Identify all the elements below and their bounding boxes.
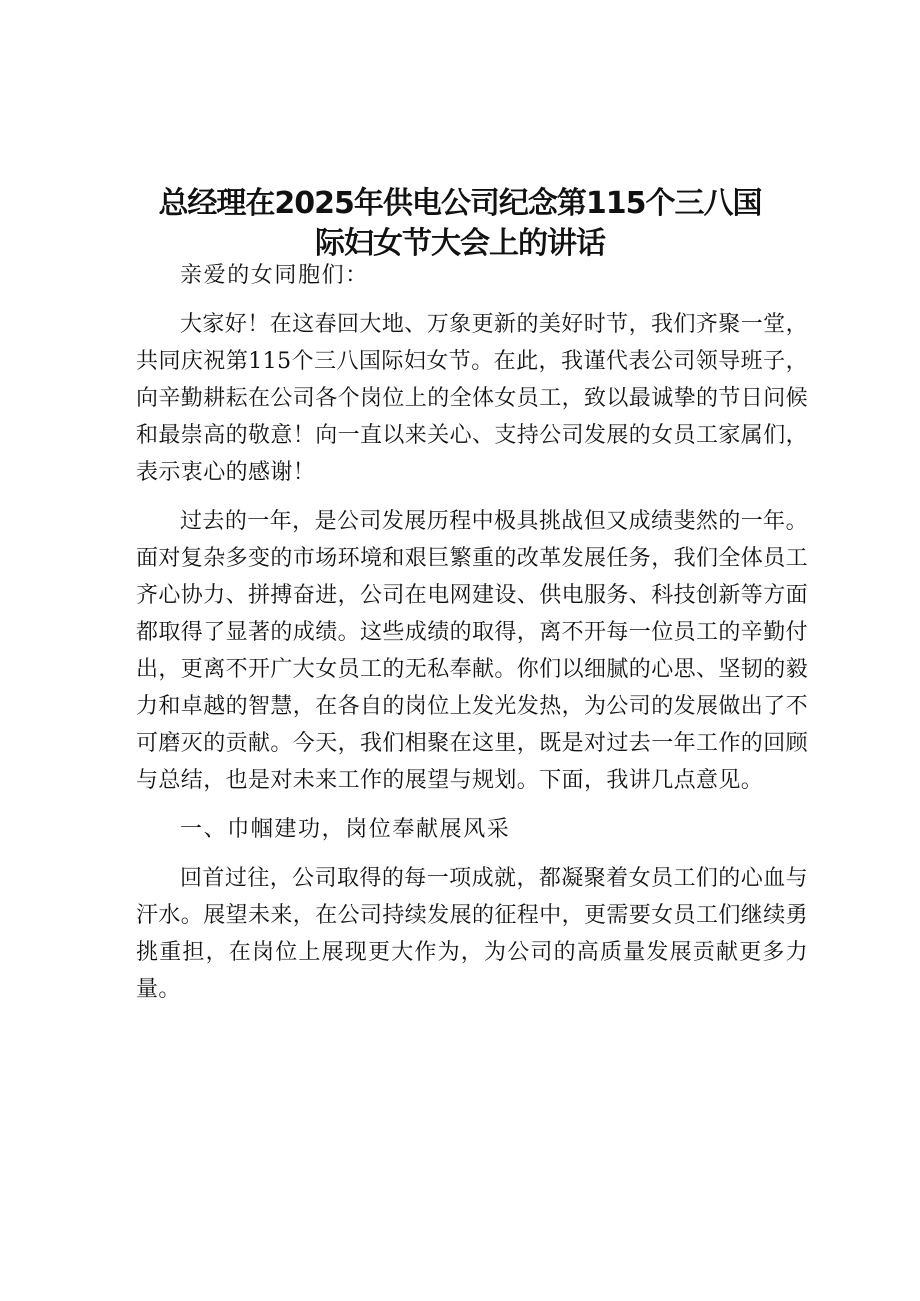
section-heading-1: 一、巾帼建功，岗位奉献展风采 [180,817,511,842]
salutation: 亲爱的女同胞们： [180,263,369,288]
title-line-2: 际妇女节大会上的讲话 [315,226,605,262]
speech-body [136,257,808,1020]
review-paragraph: 过去的一年，是公司发展历程中极具挑战但又成绩斐然的一年。面对复杂多变的市场环境和艰巨繁重的改革发展任务，我们全体员工齐心协力、拼搏奋进，公司在电网建设、供电服务、科技创新等方面都取得了显著的成绩。这些成绩的取得，离不开每一位员工的辛勤付出，更离不开广大女员工的无私奉献。你们以细腻的心思、坚韧的毅力和卓越的智慧，在各自的岗位上发光发热，为公司的发展做出了不可磨灭的贡献。今天，我们相聚在这里，既是对过去一年工作的回顾与总结，也是对未来工作的展望与规划。下面，我讲几点意见。 [136,509,809,793]
speech-title [0,184,920,264]
title-line-1: 总经理在2025年供电公司纪念第115个三八国 [158,186,762,222]
section-1-paragraph: 回首过往，公司取得的每一项成就，都凝聚着女员工们的心血与汗水。展望未来，在公司持续发展的征程中，更需要女员工们继续勇挑重担，在岗位上展现更大作为，为公司的高质量发展贡献更多力量。 [136,866,809,1002]
greeting-paragraph: 大家好！在这春回大地、万象更新的美好时节，我们齐聚一堂，共同庆祝第115个三八国际妇女节。在此，我谨代表公司领导班子，向辛勤耕耘在公司各个岗位上的全体女员工，致以最诚挚的节日问候和最崇高的敬意！向一直以来关心、支持公司发展的女员工家属们，表示衷心的感谢！ [136,312,809,485]
